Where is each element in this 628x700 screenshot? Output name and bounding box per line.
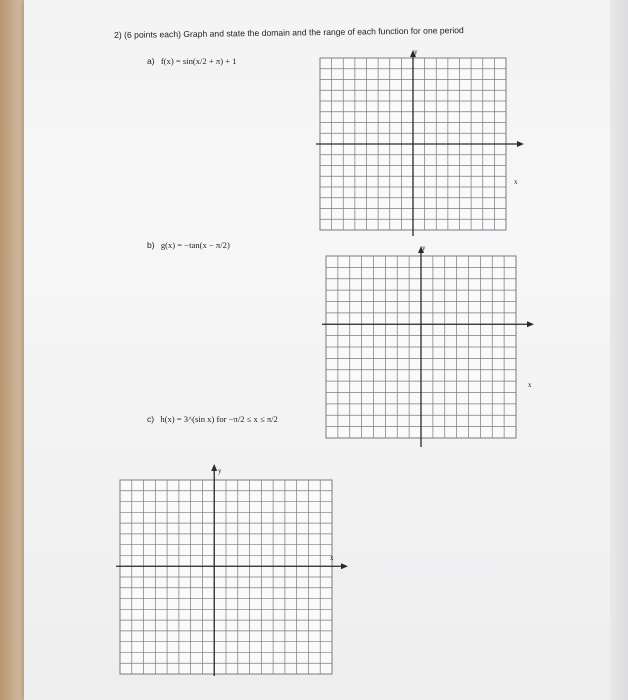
problem-b-label: b) <box>147 240 155 250</box>
instruction-heading: 2) (6 points each) Graph and state the domain and the range of each function for one period <box>114 25 464 40</box>
problem-c-function: h(x) = 3^(sin x) for −π/2 ≤ x ≤ π/2 <box>160 414 278 424</box>
problem-b <box>147 240 230 250</box>
x-axis-arrow-icon <box>517 141 524 147</box>
graph-grid-b[interactable] <box>312 244 542 449</box>
problem-a <box>147 56 237 66</box>
x-axis-label-b: x <box>528 381 532 389</box>
y-axis-label-c: y <box>218 467 222 475</box>
x-axis-arrow-icon <box>527 321 534 327</box>
graph-grid-c[interactable] <box>110 462 350 680</box>
problem-a-label: a) <box>147 56 155 66</box>
x-axis-label-c: x <box>330 554 334 562</box>
problem-c <box>147 414 278 424</box>
problem-b-function: g(x) = −tan(x − π/2) <box>160 240 230 250</box>
x-axis-label-a: x <box>514 178 518 186</box>
y-axis-arrow-icon <box>211 464 217 471</box>
problem-a-function: f(x) = sin(x/2 + π) + 1 <box>160 56 237 66</box>
y-axis-label-b: y <box>422 244 426 252</box>
graph-grid-a[interactable] <box>306 48 536 238</box>
y-axis-label-a: y <box>414 48 418 56</box>
page-edge <box>610 0 628 700</box>
x-axis-arrow-icon <box>341 563 348 569</box>
problem-c-label: c) <box>147 414 155 424</box>
